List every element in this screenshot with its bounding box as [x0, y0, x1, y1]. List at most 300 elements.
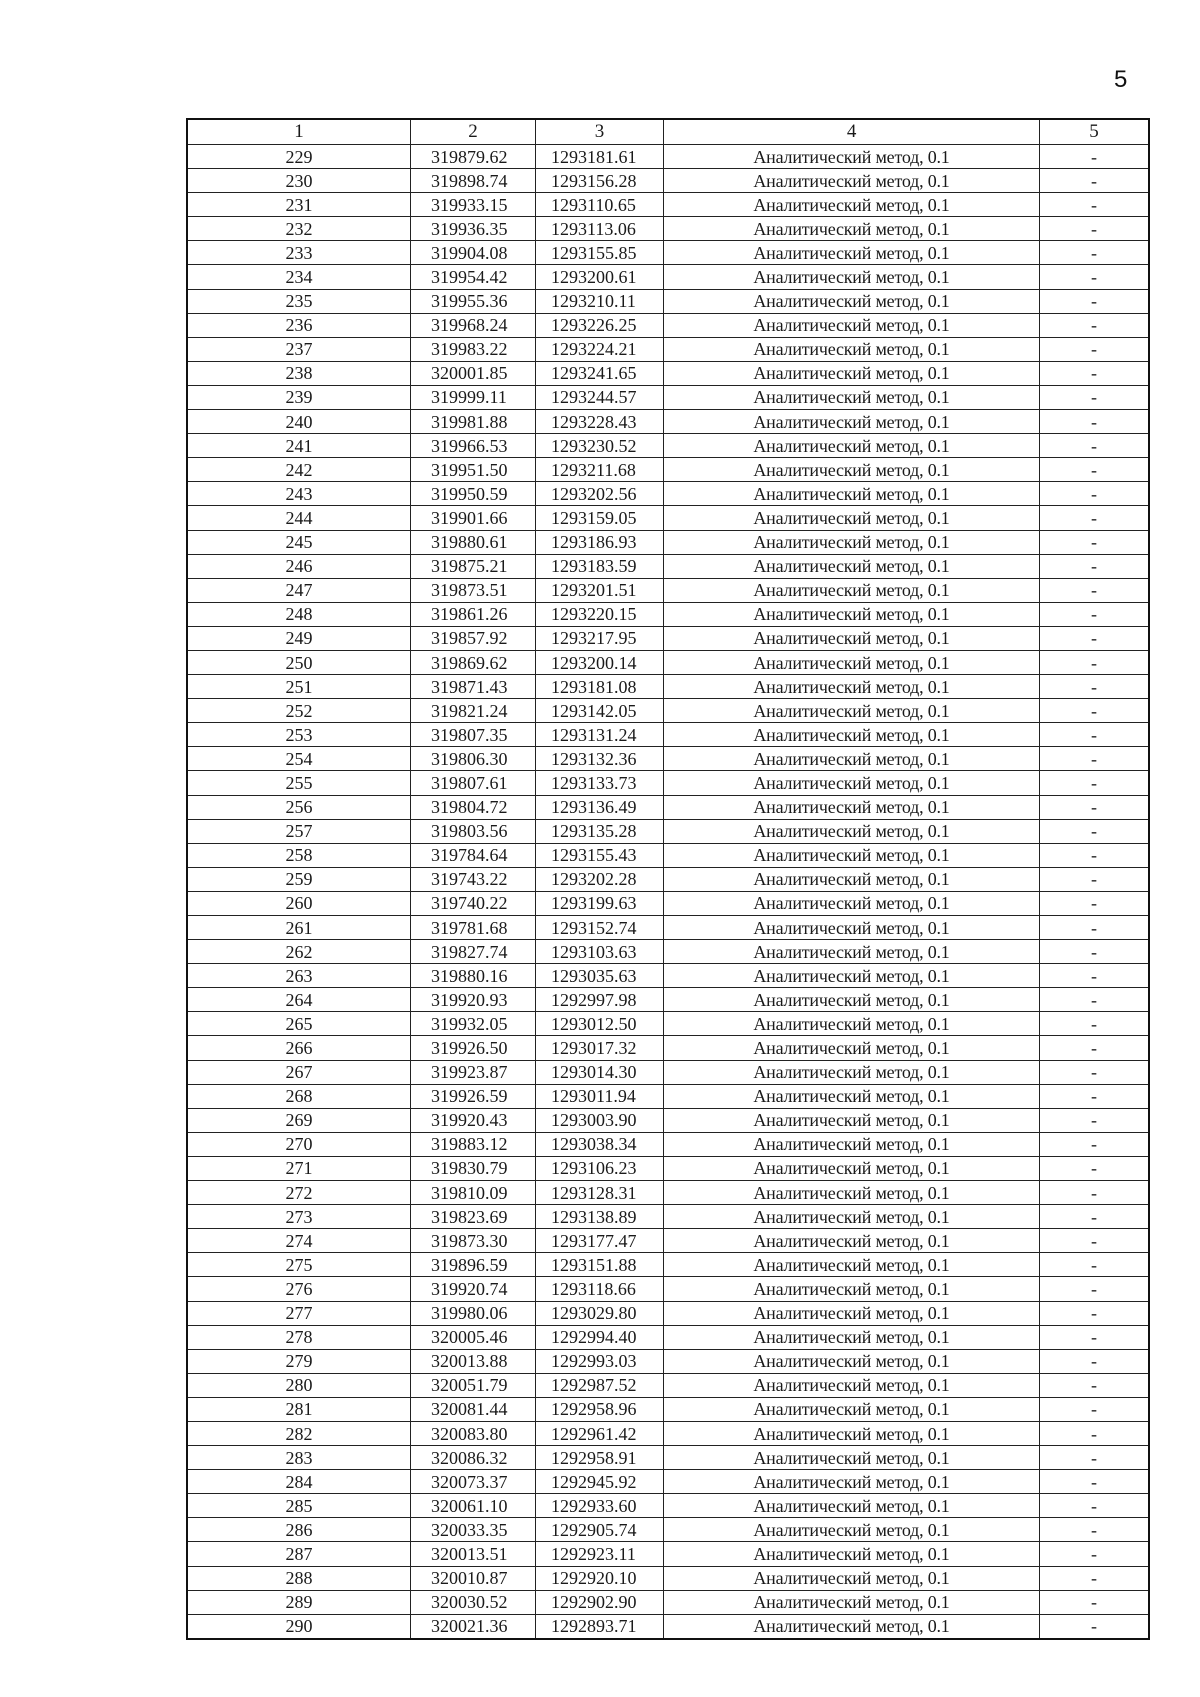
point-number-cell: 279: [187, 1349, 411, 1373]
x-coordinate-cell: 319901.66: [411, 506, 536, 530]
method-cell: Аналитический метод, 0.1: [664, 313, 1040, 337]
y-coordinate-cell: 1292958.91: [536, 1446, 664, 1470]
note-cell: -: [1040, 1494, 1150, 1518]
table-row: [187, 940, 1149, 964]
y-coordinate-cell: 1293217.95: [536, 626, 664, 650]
point-number-cell: 244: [187, 506, 411, 530]
point-number-cell: 256: [187, 795, 411, 819]
point-number-cell: 287: [187, 1542, 411, 1566]
table-row: [187, 699, 1149, 723]
note-cell: -: [1040, 650, 1150, 674]
point-number-cell: 273: [187, 1205, 411, 1229]
note-cell: -: [1040, 1518, 1150, 1542]
x-coordinate-cell: 319781.68: [411, 916, 536, 940]
note-cell: -: [1040, 916, 1150, 940]
method-cell: Аналитический метод, 0.1: [664, 1325, 1040, 1349]
table-row: [187, 867, 1149, 891]
point-number-cell: 260: [187, 891, 411, 915]
note-cell: -: [1040, 578, 1150, 602]
table-row: [187, 410, 1149, 434]
method-cell: Аналитический метод, 0.1: [664, 819, 1040, 843]
point-number-cell: 251: [187, 675, 411, 699]
x-coordinate-cell: 320013.88: [411, 1349, 536, 1373]
note-cell: -: [1040, 843, 1150, 867]
note-cell: -: [1040, 1108, 1150, 1132]
y-coordinate-cell: 1293151.88: [536, 1253, 664, 1277]
y-coordinate-cell: 1293014.30: [536, 1060, 664, 1084]
table-row: [187, 1277, 1149, 1301]
note-cell: -: [1040, 602, 1150, 626]
table-row: [187, 819, 1149, 843]
note-cell: -: [1040, 1590, 1150, 1614]
method-cell: Аналитический метод, 0.1: [664, 1084, 1040, 1108]
table-row: [187, 289, 1149, 313]
y-coordinate-cell: 1293224.21: [536, 337, 664, 361]
point-number-cell: 236: [187, 313, 411, 337]
table-row: [187, 771, 1149, 795]
method-cell: Аналитический метод, 0.1: [664, 1349, 1040, 1373]
table-row: [187, 1566, 1149, 1590]
y-coordinate-cell: 1293199.63: [536, 891, 664, 915]
note-cell: -: [1040, 1012, 1150, 1036]
point-number-cell: 229: [187, 145, 411, 169]
x-coordinate-cell: 319926.59: [411, 1084, 536, 1108]
point-number-cell: 252: [187, 699, 411, 723]
y-coordinate-cell: 1293202.28: [536, 867, 664, 891]
table-row: [187, 964, 1149, 988]
table-row: [187, 313, 1149, 337]
point-number-cell: 269: [187, 1108, 411, 1132]
note-cell: -: [1040, 964, 1150, 988]
x-coordinate-cell: 319920.93: [411, 988, 536, 1012]
y-coordinate-cell: 1293003.90: [536, 1108, 664, 1132]
method-cell: Аналитический метод, 0.1: [664, 337, 1040, 361]
y-coordinate-cell: 1292920.10: [536, 1566, 664, 1590]
table-row: [187, 1156, 1149, 1180]
method-cell: Аналитический метод, 0.1: [664, 434, 1040, 458]
method-cell: Аналитический метод, 0.1: [664, 1205, 1040, 1229]
y-coordinate-cell: 1293155.85: [536, 241, 664, 265]
note-cell: -: [1040, 1181, 1150, 1205]
y-coordinate-cell: 1293201.51: [536, 578, 664, 602]
table-row: [187, 1084, 1149, 1108]
x-coordinate-cell: 319873.30: [411, 1229, 536, 1253]
x-coordinate-cell: 319923.87: [411, 1060, 536, 1084]
y-coordinate-cell: 1293142.05: [536, 699, 664, 723]
method-cell: Аналитический метод, 0.1: [664, 1036, 1040, 1060]
point-number-cell: 280: [187, 1373, 411, 1397]
x-coordinate-cell: 320083.80: [411, 1421, 536, 1445]
header-cell-2: 2: [411, 119, 536, 145]
table-row: [187, 337, 1149, 361]
y-coordinate-cell: 1292997.98: [536, 988, 664, 1012]
method-cell: Аналитический метод, 0.1: [664, 169, 1040, 193]
point-number-cell: 275: [187, 1253, 411, 1277]
y-coordinate-cell: 1293156.28: [536, 169, 664, 193]
method-cell: Аналитический метод, 0.1: [664, 578, 1040, 602]
y-coordinate-cell: 1293038.34: [536, 1132, 664, 1156]
y-coordinate-cell: 1293230.52: [536, 434, 664, 458]
method-cell: Аналитический метод, 0.1: [664, 1566, 1040, 1590]
point-number-cell: 281: [187, 1397, 411, 1421]
x-coordinate-cell: 320001.85: [411, 361, 536, 385]
y-coordinate-cell: 1293035.63: [536, 964, 664, 988]
method-cell: Аналитический метод, 0.1: [664, 1470, 1040, 1494]
method-cell: Аналитический метод, 0.1: [664, 723, 1040, 747]
x-coordinate-cell: 319807.61: [411, 771, 536, 795]
table-row: [187, 554, 1149, 578]
note-cell: -: [1040, 1470, 1150, 1494]
x-coordinate-cell: 320081.44: [411, 1397, 536, 1421]
method-cell: Аналитический метод, 0.1: [664, 602, 1040, 626]
x-coordinate-cell: 319954.42: [411, 265, 536, 289]
y-coordinate-cell: 1293220.15: [536, 602, 664, 626]
table-row: [187, 1325, 1149, 1349]
note-cell: -: [1040, 1325, 1150, 1349]
y-coordinate-cell: 1293159.05: [536, 506, 664, 530]
method-cell: Аналитический метод, 0.1: [664, 1494, 1040, 1518]
y-coordinate-cell: 1292905.74: [536, 1518, 664, 1542]
method-cell: Аналитический метод, 0.1: [664, 482, 1040, 506]
y-coordinate-cell: 1293118.66: [536, 1277, 664, 1301]
table-row: [187, 1253, 1149, 1277]
x-coordinate-cell: 319999.11: [411, 385, 536, 409]
x-coordinate-cell: 319932.05: [411, 1012, 536, 1036]
x-coordinate-cell: 319936.35: [411, 217, 536, 241]
note-cell: -: [1040, 1301, 1150, 1325]
method-cell: Аналитический метод, 0.1: [664, 795, 1040, 819]
method-cell: Аналитический метод, 0.1: [664, 458, 1040, 482]
x-coordinate-cell: 319966.53: [411, 434, 536, 458]
table-row: [187, 482, 1149, 506]
point-number-cell: 231: [187, 193, 411, 217]
point-number-cell: 284: [187, 1470, 411, 1494]
note-cell: -: [1040, 193, 1150, 217]
table-row: [187, 916, 1149, 940]
note-cell: -: [1040, 795, 1150, 819]
x-coordinate-cell: 319883.12: [411, 1132, 536, 1156]
table-row: [187, 1446, 1149, 1470]
x-coordinate-cell: 319980.06: [411, 1301, 536, 1325]
x-coordinate-cell: 319920.43: [411, 1108, 536, 1132]
y-coordinate-cell: 1292961.42: [536, 1421, 664, 1445]
x-coordinate-cell: 319784.64: [411, 843, 536, 867]
method-cell: Аналитический метод, 0.1: [664, 1397, 1040, 1421]
y-coordinate-cell: 1293138.89: [536, 1205, 664, 1229]
point-number-cell: 267: [187, 1060, 411, 1084]
note-cell: -: [1040, 169, 1150, 193]
method-cell: Аналитический метод, 0.1: [664, 289, 1040, 313]
y-coordinate-cell: 1293133.73: [536, 771, 664, 795]
note-cell: -: [1040, 482, 1150, 506]
note-cell: -: [1040, 771, 1150, 795]
y-coordinate-cell: 1292893.71: [536, 1614, 664, 1639]
x-coordinate-cell: 319810.09: [411, 1181, 536, 1205]
table-row: [187, 1349, 1149, 1373]
x-coordinate-cell: 319869.62: [411, 650, 536, 674]
table-row: [187, 578, 1149, 602]
y-coordinate-cell: 1293012.50: [536, 1012, 664, 1036]
x-coordinate-cell: 319873.51: [411, 578, 536, 602]
table-row: [187, 1181, 1149, 1205]
point-number-cell: 245: [187, 530, 411, 554]
table-row: [187, 1301, 1149, 1325]
method-cell: Аналитический метод, 0.1: [664, 699, 1040, 723]
table-row: [187, 1542, 1149, 1566]
header-cell-5: 5: [1040, 119, 1150, 145]
x-coordinate-cell: 319951.50: [411, 458, 536, 482]
x-coordinate-cell: 319823.69: [411, 1205, 536, 1229]
note-cell: -: [1040, 819, 1150, 843]
note-cell: -: [1040, 1566, 1150, 1590]
y-coordinate-cell: 1293181.61: [536, 145, 664, 169]
table-row: [187, 1494, 1149, 1518]
y-coordinate-cell: 1293200.61: [536, 265, 664, 289]
point-number-cell: 249: [187, 626, 411, 650]
point-number-cell: 271: [187, 1156, 411, 1180]
coordinates-table: [186, 118, 1150, 1640]
x-coordinate-cell: 319871.43: [411, 675, 536, 699]
point-number-cell: 257: [187, 819, 411, 843]
table-row: [187, 506, 1149, 530]
point-number-cell: 270: [187, 1132, 411, 1156]
point-number-cell: 268: [187, 1084, 411, 1108]
note-cell: -: [1040, 1373, 1150, 1397]
method-cell: Аналитический метод, 0.1: [664, 1156, 1040, 1180]
table-row: [187, 795, 1149, 819]
table-row: [187, 217, 1149, 241]
y-coordinate-cell: 1293103.63: [536, 940, 664, 964]
method-cell: Аналитический метод, 0.1: [664, 843, 1040, 867]
note-cell: -: [1040, 988, 1150, 1012]
note-cell: -: [1040, 506, 1150, 530]
y-coordinate-cell: 1293131.24: [536, 723, 664, 747]
x-coordinate-cell: 320051.79: [411, 1373, 536, 1397]
y-coordinate-cell: 1293181.08: [536, 675, 664, 699]
table-row: [187, 891, 1149, 915]
method-cell: Аналитический метод, 0.1: [664, 1542, 1040, 1566]
y-coordinate-cell: 1292994.40: [536, 1325, 664, 1349]
y-coordinate-cell: 1293113.06: [536, 217, 664, 241]
point-number-cell: 254: [187, 747, 411, 771]
method-cell: Аналитический метод, 0.1: [664, 554, 1040, 578]
method-cell: Аналитический метод, 0.1: [664, 1229, 1040, 1253]
method-cell: Аналитический метод, 0.1: [664, 964, 1040, 988]
y-coordinate-cell: 1293155.43: [536, 843, 664, 867]
table-row: [187, 530, 1149, 554]
table-row: [187, 747, 1149, 771]
note-cell: -: [1040, 313, 1150, 337]
y-coordinate-cell: 1292987.52: [536, 1373, 664, 1397]
x-coordinate-cell: 319743.22: [411, 867, 536, 891]
x-coordinate-cell: 319904.08: [411, 241, 536, 265]
note-cell: -: [1040, 1060, 1150, 1084]
point-number-cell: 246: [187, 554, 411, 578]
point-number-cell: 262: [187, 940, 411, 964]
y-coordinate-cell: 1293183.59: [536, 554, 664, 578]
table-row: [187, 1012, 1149, 1036]
point-number-cell: 289: [187, 1590, 411, 1614]
note-cell: -: [1040, 1132, 1150, 1156]
note-cell: -: [1040, 1542, 1150, 1566]
note-cell: -: [1040, 1253, 1150, 1277]
table-row: [187, 169, 1149, 193]
note-cell: -: [1040, 1397, 1150, 1421]
y-coordinate-cell: 1293110.65: [536, 193, 664, 217]
point-number-cell: 258: [187, 843, 411, 867]
x-coordinate-cell: 319861.26: [411, 602, 536, 626]
point-number-cell: 288: [187, 1566, 411, 1590]
point-number-cell: 282: [187, 1421, 411, 1445]
note-cell: -: [1040, 891, 1150, 915]
point-number-cell: 266: [187, 1036, 411, 1060]
note-cell: -: [1040, 675, 1150, 699]
method-cell: Аналитический метод, 0.1: [664, 771, 1040, 795]
y-coordinate-cell: 1293029.80: [536, 1301, 664, 1325]
x-coordinate-cell: 319926.50: [411, 1036, 536, 1060]
table-row: [187, 675, 1149, 699]
method-cell: Аналитический метод, 0.1: [664, 217, 1040, 241]
note-cell: -: [1040, 337, 1150, 361]
header-cell-4: 4: [664, 119, 1040, 145]
table-row: [187, 650, 1149, 674]
method-cell: Аналитический метод, 0.1: [664, 1446, 1040, 1470]
method-cell: Аналитический метод, 0.1: [664, 1421, 1040, 1445]
method-cell: Аналитический метод, 0.1: [664, 626, 1040, 650]
note-cell: -: [1040, 1156, 1150, 1180]
note-cell: -: [1040, 1421, 1150, 1445]
y-coordinate-cell: 1293011.94: [536, 1084, 664, 1108]
table-body: [187, 119, 1149, 1639]
point-number-cell: 277: [187, 1301, 411, 1325]
point-number-cell: 242: [187, 458, 411, 482]
note-cell: -: [1040, 145, 1150, 169]
table-row: [187, 1036, 1149, 1060]
y-coordinate-cell: 1293241.65: [536, 361, 664, 385]
point-number-cell: 234: [187, 265, 411, 289]
method-cell: Аналитический метод, 0.1: [664, 530, 1040, 554]
method-cell: Аналитический метод, 0.1: [664, 988, 1040, 1012]
x-coordinate-cell: 319879.62: [411, 145, 536, 169]
point-number-cell: 247: [187, 578, 411, 602]
y-coordinate-cell: 1292993.03: [536, 1349, 664, 1373]
y-coordinate-cell: 1293244.57: [536, 385, 664, 409]
method-cell: Аналитический метод, 0.1: [664, 506, 1040, 530]
point-number-cell: 286: [187, 1518, 411, 1542]
note-cell: -: [1040, 458, 1150, 482]
point-number-cell: 241: [187, 434, 411, 458]
x-coordinate-cell: 320086.32: [411, 1446, 536, 1470]
method-cell: Аналитический метод, 0.1: [664, 747, 1040, 771]
y-coordinate-cell: 1293202.56: [536, 482, 664, 506]
y-coordinate-cell: 1293106.23: [536, 1156, 664, 1180]
note-cell: -: [1040, 1349, 1150, 1373]
method-cell: Аналитический метод, 0.1: [664, 940, 1040, 964]
note-cell: -: [1040, 940, 1150, 964]
table-row: [187, 1205, 1149, 1229]
y-coordinate-cell: 1292902.90: [536, 1590, 664, 1614]
point-number-cell: 235: [187, 289, 411, 313]
method-cell: Аналитический метод, 0.1: [664, 410, 1040, 434]
y-coordinate-cell: 1293226.25: [536, 313, 664, 337]
table-row: [187, 1229, 1149, 1253]
y-coordinate-cell: 1293211.68: [536, 458, 664, 482]
x-coordinate-cell: 319933.15: [411, 193, 536, 217]
y-coordinate-cell: 1293017.32: [536, 1036, 664, 1060]
note-cell: -: [1040, 867, 1150, 891]
note-cell: -: [1040, 1205, 1150, 1229]
x-coordinate-cell: 319807.35: [411, 723, 536, 747]
table-row: [187, 434, 1149, 458]
y-coordinate-cell: 1292923.11: [536, 1542, 664, 1566]
x-coordinate-cell: 319898.74: [411, 169, 536, 193]
note-cell: -: [1040, 1084, 1150, 1108]
x-coordinate-cell: 319803.56: [411, 819, 536, 843]
method-cell: Аналитический метод, 0.1: [664, 1518, 1040, 1542]
x-coordinate-cell: 320030.52: [411, 1590, 536, 1614]
method-cell: Аналитический метод, 0.1: [664, 1181, 1040, 1205]
x-coordinate-cell: 319827.74: [411, 940, 536, 964]
method-cell: Аналитический метод, 0.1: [664, 193, 1040, 217]
x-coordinate-cell: 319950.59: [411, 482, 536, 506]
method-cell: Аналитический метод, 0.1: [664, 891, 1040, 915]
note-cell: -: [1040, 1446, 1150, 1470]
point-number-cell: 283: [187, 1446, 411, 1470]
header-cell-3: 3: [536, 119, 664, 145]
x-coordinate-cell: 319983.22: [411, 337, 536, 361]
point-number-cell: 248: [187, 602, 411, 626]
x-coordinate-cell: 319740.22: [411, 891, 536, 915]
method-cell: Аналитический метод, 0.1: [664, 867, 1040, 891]
table-row: [187, 265, 1149, 289]
point-number-cell: 290: [187, 1614, 411, 1639]
method-cell: Аналитический метод, 0.1: [664, 1108, 1040, 1132]
note-cell: -: [1040, 410, 1150, 434]
point-number-cell: 264: [187, 988, 411, 1012]
table-row: [187, 1108, 1149, 1132]
note-cell: -: [1040, 265, 1150, 289]
point-number-cell: 272: [187, 1181, 411, 1205]
note-cell: -: [1040, 626, 1150, 650]
x-coordinate-cell: 319804.72: [411, 795, 536, 819]
method-cell: Аналитический метод, 0.1: [664, 241, 1040, 265]
method-cell: Аналитический метод, 0.1: [664, 385, 1040, 409]
y-coordinate-cell: 1293228.43: [536, 410, 664, 434]
table-row: [187, 626, 1149, 650]
note-cell: -: [1040, 747, 1150, 771]
y-coordinate-cell: 1293177.47: [536, 1229, 664, 1253]
table-row: [187, 241, 1149, 265]
table-row: [187, 458, 1149, 482]
table-row: [187, 385, 1149, 409]
note-cell: -: [1040, 385, 1150, 409]
point-number-cell: 239: [187, 385, 411, 409]
y-coordinate-cell: 1293200.14: [536, 650, 664, 674]
note-cell: -: [1040, 1036, 1150, 1060]
y-coordinate-cell: 1293210.11: [536, 289, 664, 313]
method-cell: Аналитический метод, 0.1: [664, 1060, 1040, 1084]
point-number-cell: 265: [187, 1012, 411, 1036]
x-coordinate-cell: 320073.37: [411, 1470, 536, 1494]
y-coordinate-cell: 1292945.92: [536, 1470, 664, 1494]
x-coordinate-cell: 319857.92: [411, 626, 536, 650]
table-row: [187, 193, 1149, 217]
table-row: [187, 1470, 1149, 1494]
y-coordinate-cell: 1293152.74: [536, 916, 664, 940]
point-number-cell: 237: [187, 337, 411, 361]
method-cell: Аналитический метод, 0.1: [664, 675, 1040, 699]
point-number-cell: 232: [187, 217, 411, 241]
